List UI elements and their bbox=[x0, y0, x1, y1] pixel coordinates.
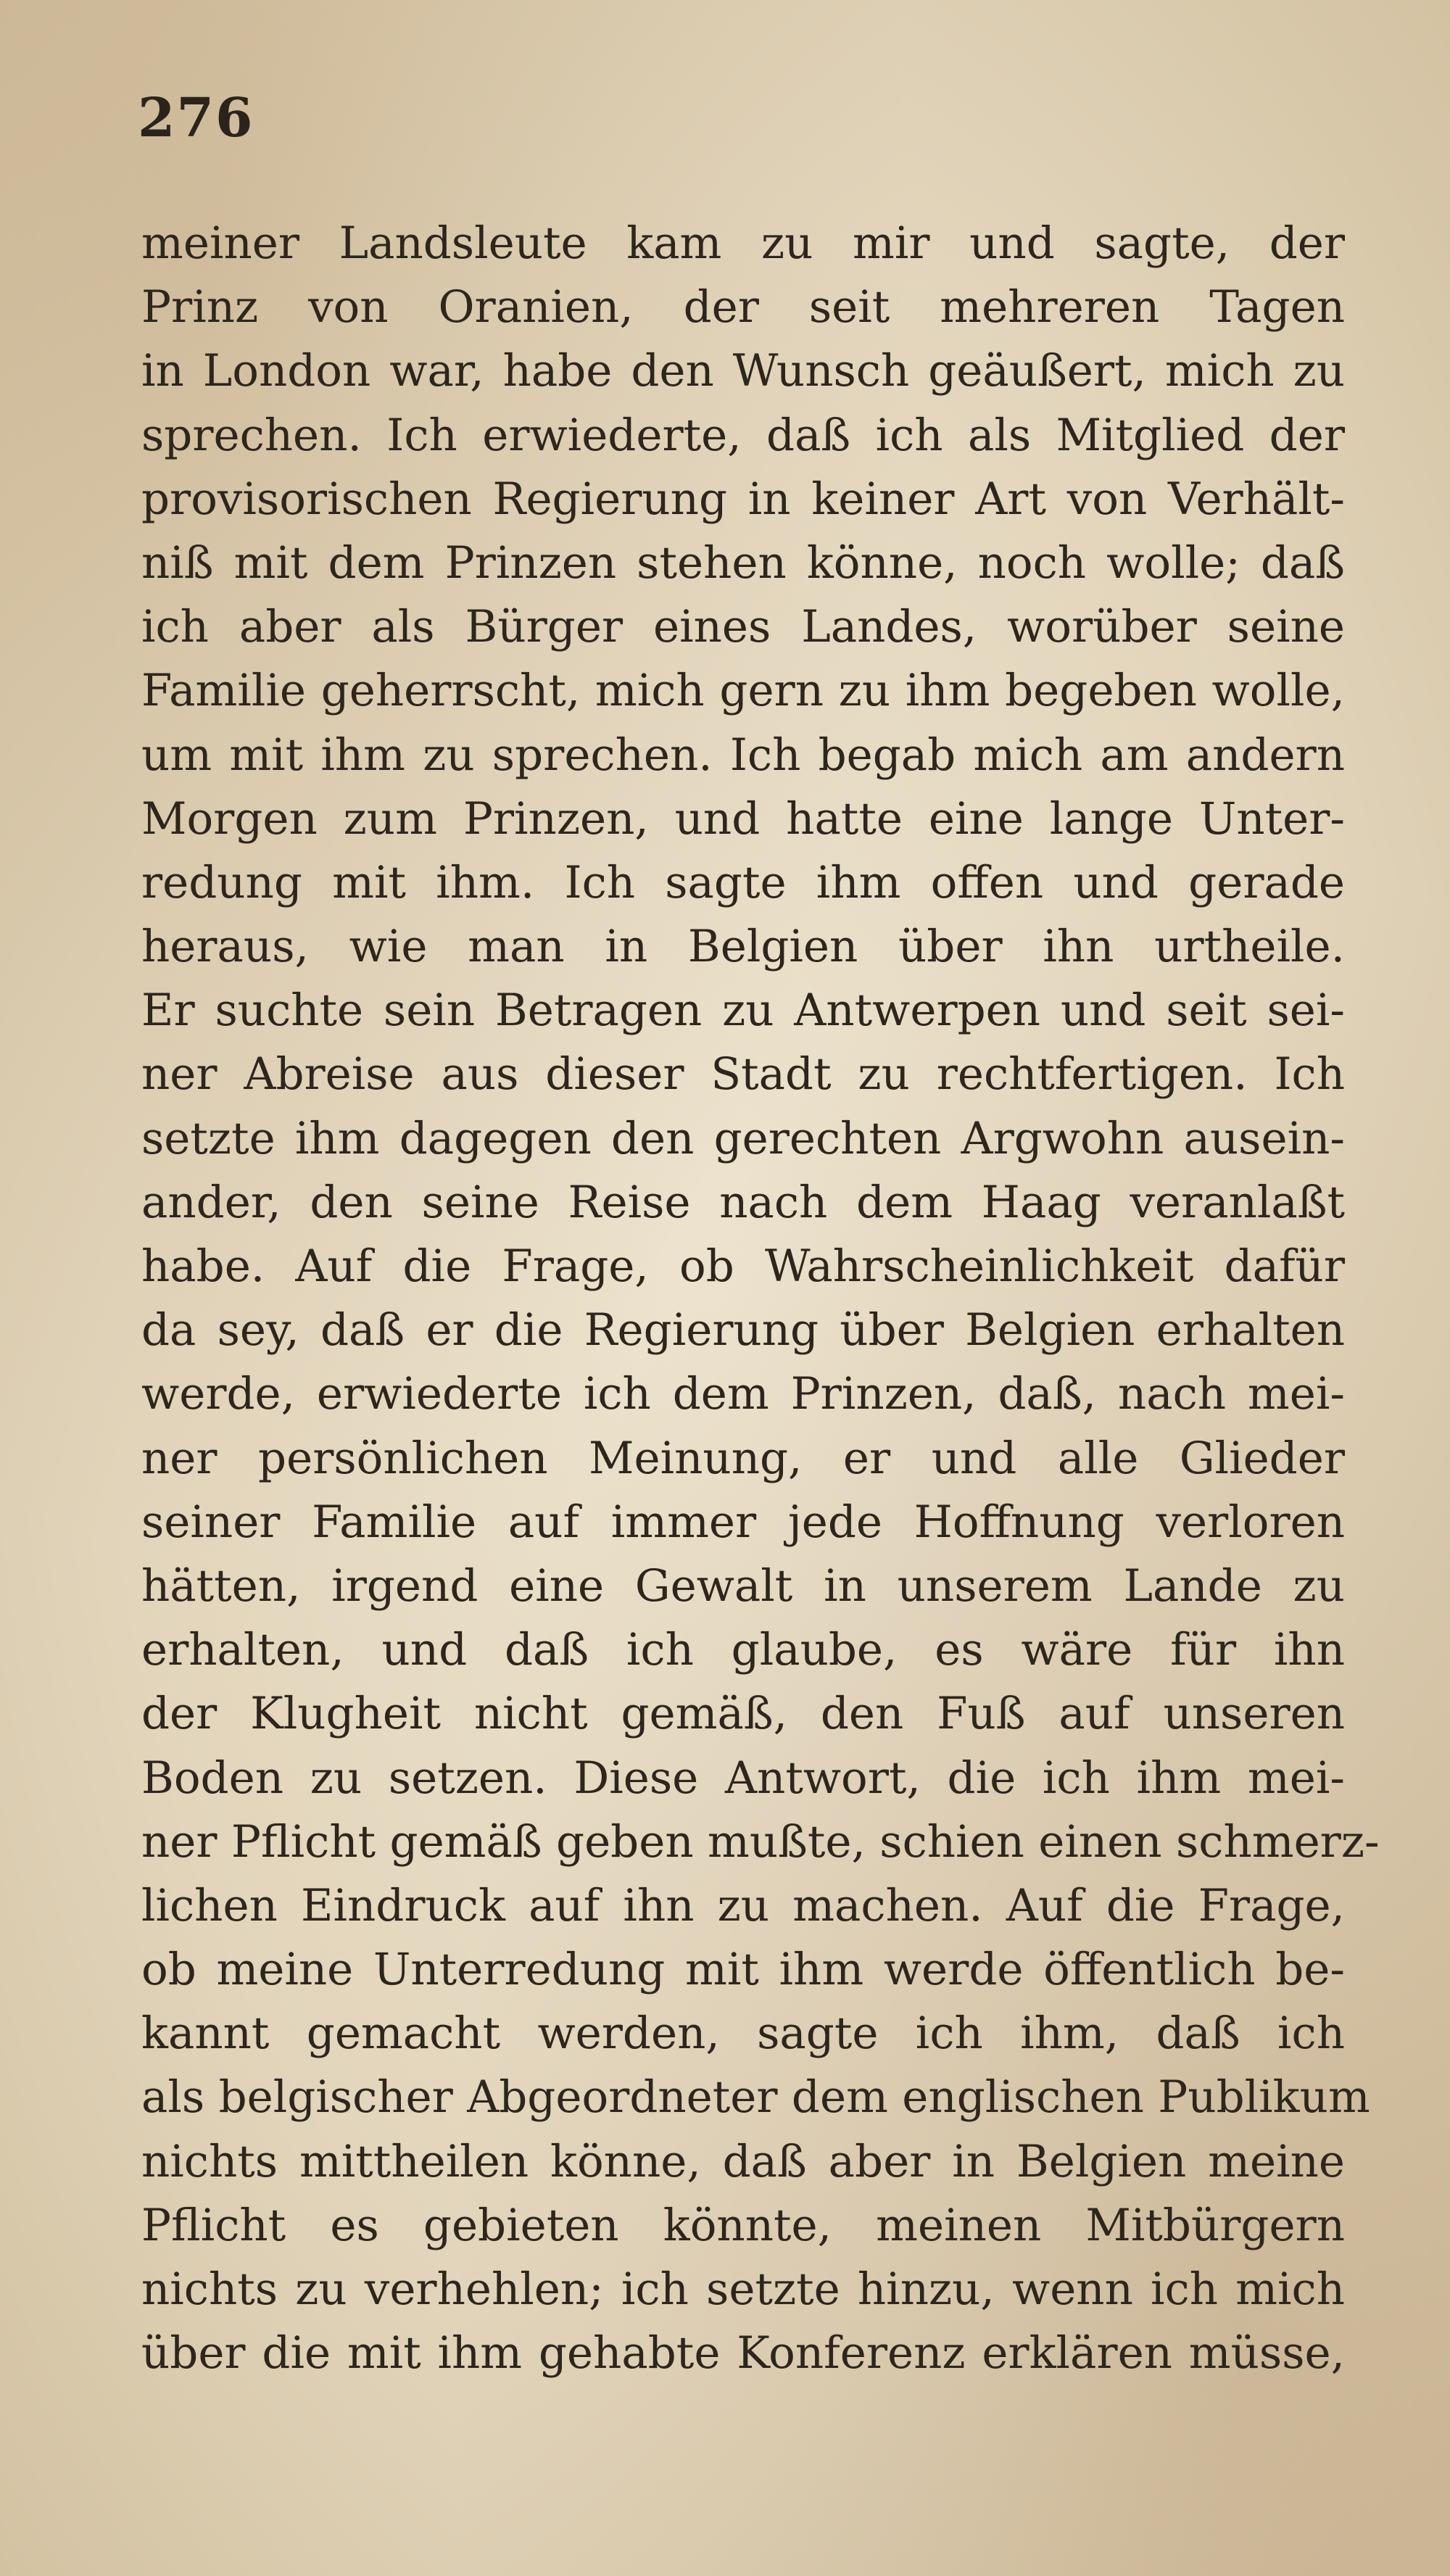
text-line: meiner Landsleute kam zu mir und sagte, der bbox=[141, 218, 1345, 269]
text-line: hätten, irgend eine Gewalt in unserem Lande zu bbox=[141, 1560, 1345, 1612]
text-line: über die mit ihm gehabte Konferenz erklären müsse, bbox=[141, 2327, 1345, 2380]
text-line: Boden zu setzen. Diese Antwort, die ich ihm mei- bbox=[141, 1752, 1345, 1804]
text-line: habe. Auf die Frage, ob Wahrscheinlichkeit dafür bbox=[141, 1241, 1345, 1292]
text-line: kannt gemacht werden, sagte ich ihm, daß ich bbox=[141, 2008, 1345, 2060]
text-line: ich aber als Bürger eines Landes, worüber seine bbox=[141, 601, 1345, 653]
text-line: Familie geherrscht, mich gern zu ihm begeben wolle, bbox=[141, 665, 1345, 717]
text-line: werde, erwiederte ich dem Prinzen, daß, nach mei- bbox=[141, 1368, 1345, 1420]
text-line: ob meine Unterredung mit ihm werde öffentlich be- bbox=[141, 1944, 1345, 1996]
text-line: Er suchte sein Betragen zu Antwerpen und seit sei- bbox=[141, 985, 1345, 1037]
text-line: als belgischer Abgeordneter dem englischen Publikum bbox=[141, 2071, 1370, 2124]
text-line: ner Pflicht gemäß geben mußte, schien einen schmerz- bbox=[141, 1815, 1380, 1868]
text-line: seiner Familie auf immer jede Hoffnung verloren bbox=[141, 1496, 1345, 1548]
text-line: der Klugheit nicht gemäß, den Fuß auf unseren bbox=[141, 1688, 1345, 1740]
text-line: Pflicht es gebieten könnte, meinen Mitbürgern bbox=[141, 2199, 1345, 2251]
text-line: provisorischen Regierung in keiner Art von Verhält- bbox=[141, 473, 1345, 525]
text-line: redung mit ihm. Ich sagte ihm offen und gerade bbox=[141, 856, 1345, 908]
text-line: in London war, habe den Wunsch geäußert, mich zu bbox=[141, 345, 1345, 397]
text-line: nichts mittheilen könne, daß aber in Belgien meine bbox=[141, 2135, 1345, 2187]
text-line: um mit ihm zu sprechen. Ich begab mich am andern bbox=[141, 729, 1345, 781]
text-line: nichts zu verhehlen; ich setzte hinzu, wenn ich mich bbox=[141, 2264, 1345, 2315]
text-line: lichen Eindruck auf ihn zu machen. Auf die Frage, bbox=[141, 1879, 1345, 1931]
text-line: sprechen. Ich erwiederte, daß ich als Mitglied der bbox=[141, 409, 1345, 461]
text-line: da sey, daß er die Regierung über Belgien erhalten bbox=[141, 1304, 1345, 1357]
text-line: erhalten, und daß ich glaube, es wäre für ihn bbox=[141, 1624, 1345, 1676]
text-line: Morgen zum Prinzen, und hatte eine lange Unter- bbox=[141, 792, 1345, 845]
page-number: 276 bbox=[138, 87, 254, 149]
text-line: ner persönlichen Meinung, er und alle Glieder bbox=[141, 1432, 1345, 1484]
text-line: Prinz von Oranien, der seit mehreren Tagen bbox=[141, 281, 1345, 334]
body-text bbox=[141, 212, 1380, 2385]
text-line: heraus, wie man in Belgien über ihn urtheile. bbox=[141, 921, 1345, 973]
text-line: niß mit dem Prinzen stehen könne, noch wolle; daß bbox=[141, 537, 1345, 589]
text-line: ner Abreise aus dieser Stadt zu rechtfertigen. Ich bbox=[141, 1048, 1345, 1101]
text-line: ander, den seine Reise nach dem Haag veranlaßt bbox=[141, 1176, 1345, 1228]
text-line: setzte ihm dagegen den gerechten Argwohn ausein- bbox=[141, 1112, 1345, 1164]
